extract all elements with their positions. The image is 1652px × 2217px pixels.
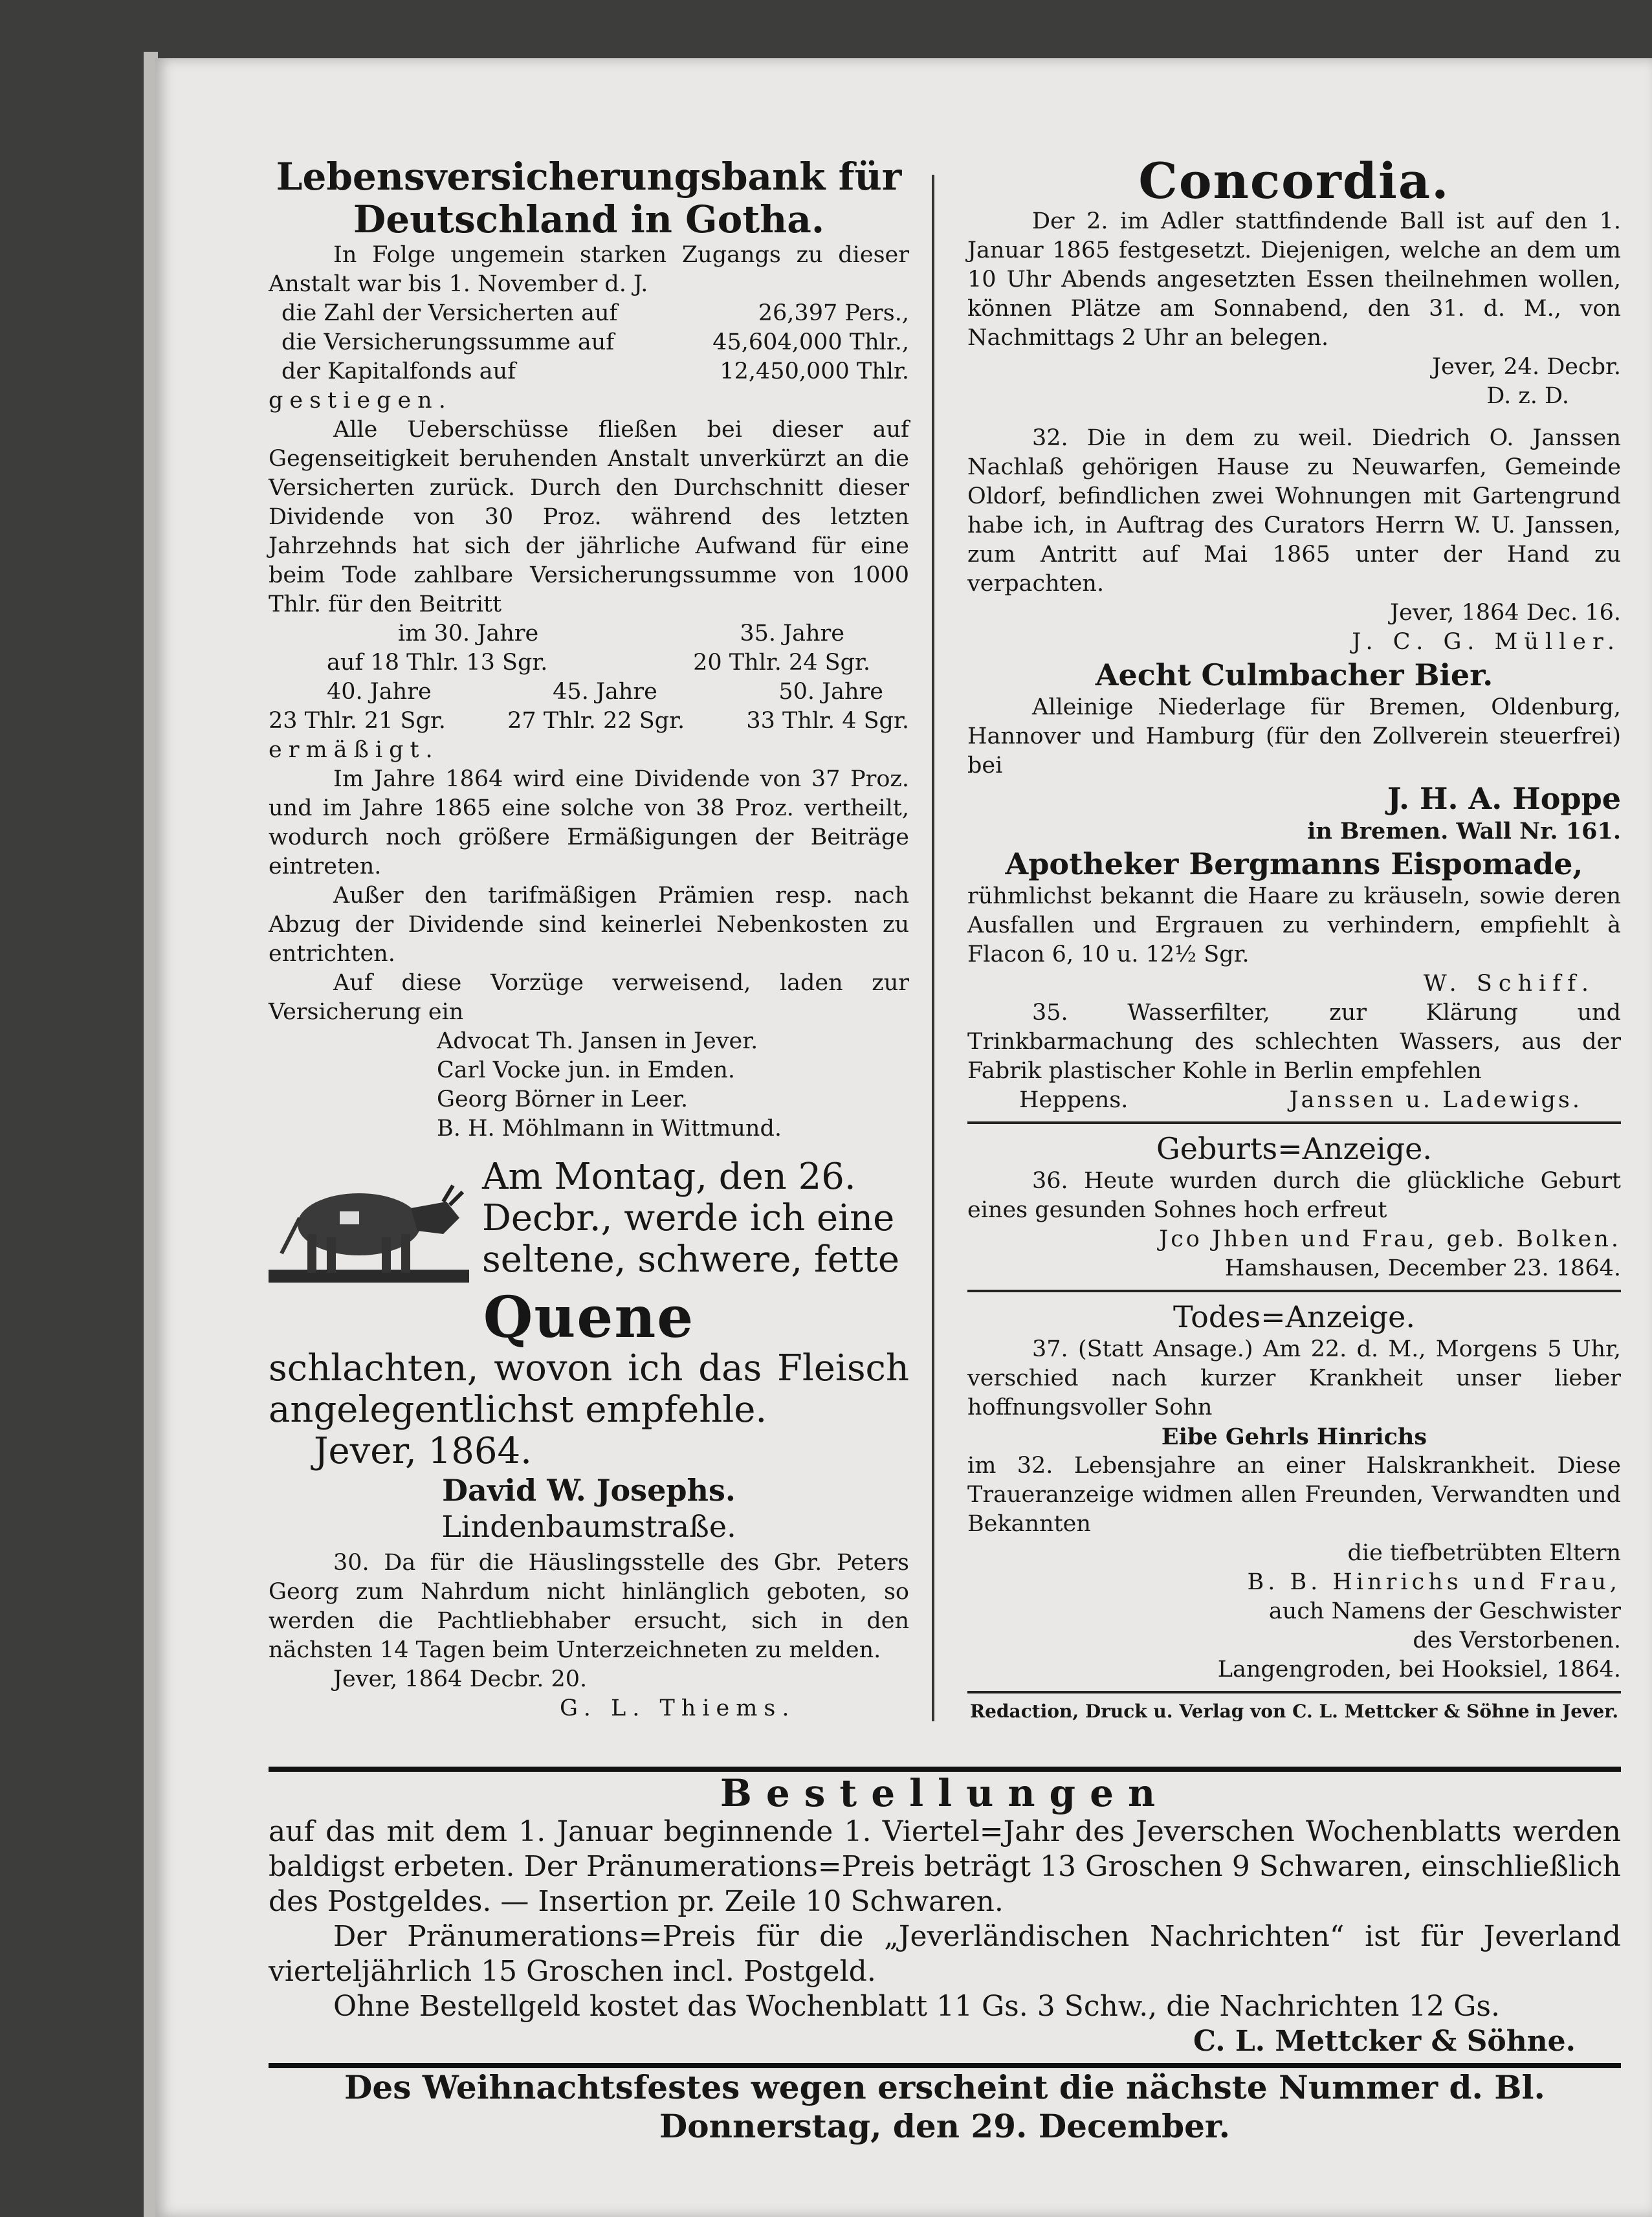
beer-address: in Bremen. Wall Nr. 161. [1307, 818, 1621, 844]
notice-32-date: Jever, 1864 Dec. 16. [1390, 600, 1621, 626]
pomade-sign: W. Schiff. [1423, 971, 1595, 997]
imprint: Redaction, Druck u. Verlag von C. L. Mettcker & Söhne in Jever. [969, 1701, 1619, 1722]
column-divider [932, 175, 934, 1721]
insurance-stat-row [269, 328, 909, 357]
insurance-agent: B. H. Möhlmann in Wittmund. [437, 1116, 782, 1142]
newspaper-page [155, 58, 1652, 2217]
notice-30-text: 30. Da für die Häuslingsstelle des Gbr. Peters Georg zum Nahrdum nicht hinlänglich geboten, so werden die Pachtliebhaber ersucht, sich in den nächsten 14 Tagen beim Unterzeichneten zu melden. [269, 1550, 909, 1663]
insurance-intro: In Folge ungemein starken Zugangs zu dieser Anstalt war bis 1. November d. J. [269, 242, 909, 297]
pomade-title: Apotheker Bergmanns Eispomade, [1005, 846, 1583, 881]
notice-35-text: 35. Wasserfilter, zur Klärung und Trinkbarmachung des schlechten Wassers, aus der Fabrik plastischer Kohle in Berlin empfehlen [967, 1000, 1621, 1084]
butcher-line-1: Am Montag, den 26. [482, 1156, 856, 1198]
death-name: Eibe Gehrls Hinrichs [1161, 1424, 1427, 1450]
footer-line-1: Des Weihnachtsfestes wegen erscheint die nächste Nummer d. Bl. [344, 2068, 1545, 2106]
right-column [967, 152, 1621, 1723]
butcher-ad [269, 1156, 909, 1545]
concordia-sign: D. z. D. [1486, 383, 1569, 409]
butcher-line-2: Decbr., werde ich eine [482, 1197, 895, 1239]
insurance-agent: Advocat Th. Jansen in Jever. [437, 1028, 758, 1054]
age-cell: 50. Jahre [778, 679, 883, 705]
subscription-text-3: Ohne Bestellgeld kostet das Wochenblatt 11 Gs. 3 Schw., die Nachrichten 12 Gs. [333, 1990, 1500, 2023]
ox-illustration [269, 1156, 469, 1286]
notice-32-sign: J. C. G. Müller. [1352, 629, 1621, 655]
insurance-ermaessigt: ermäßigt. [269, 737, 439, 763]
birth-sign: Jco Jhben und Frau, geb. Bolken. [1159, 1226, 1621, 1252]
subscription-section [269, 1767, 1621, 2146]
death-text: 37. (Statt Ansage.) Am 22. d. M., Morgens 5 Uhr, verschied nach kurzer Krankheit unser lieber hoffnungsvoller Sohn [967, 1336, 1621, 1420]
butcher-street: Lindenbaumstraße. [441, 1509, 736, 1544]
notice-30-sign: G. L. Thiems. [560, 1695, 796, 1721]
section-rule [269, 2063, 1621, 2068]
subscription-text-1: auf das mit dem 1. Januar beginnende 1. Viertel=Jahr des Jeverschen Wochenblatts werden baldigst erbeten. Der Pränumerations=Preis beträgt 13 Groschen 9 Schwaren, einschließlich des Postgeldes. — Insertion pr. Zeile 10 Schwaren. [269, 1815, 1621, 1918]
insurance-body-1: Alle Ueberschüsse fließen bei dieser auf Gegenseitigkeit beruhenden Anstalt unverkürzt an die Versicherten zurück. Durch den Durchschnitt dieser Dividende von 30 Proz. während des letzten Jahrzehnds hat sich der jährliche Aufwand für eine beim Tode zahlbare Versicherungssumme von 1000 Thlr. für den Beitritt [269, 417, 909, 617]
butcher-line-4: schlachten, wovon ich das Fleisch angelegentlichst empfehle. [269, 1347, 909, 1431]
insurance-gestiegen: gestiegen. [269, 388, 452, 414]
death-sign-4: des Verstorbenen. [1413, 1627, 1621, 1653]
insurance-stat-label: die Zahl der Versicherten auf [281, 300, 618, 326]
section-rule [967, 1290, 1621, 1292]
insurance-stat-value: 12,450,000 Thlr. [720, 358, 909, 384]
cost-cell: 27 Thlr. 22 Sgr. [507, 708, 685, 734]
insurance-body-3: Außer den tarifmäßigen Prämien resp. nach Abzug der Dividende sind keinerlei Nebenkosten zu entrichten. [269, 883, 909, 967]
concordia-title: Concordia. [1138, 152, 1450, 210]
death-title: Todes=Anzeige. [1173, 1299, 1415, 1334]
beer-text: Alleinige Niederlage für Bremen, Oldenburg, Hannover und Hamburg (für den Zollverein steuerfrei) bei [967, 694, 1621, 778]
insurance-title-2: Deutschland in Gotha. [353, 197, 825, 241]
notice-35-sign: Janssen u. Ladewigs. [1289, 1087, 1582, 1113]
concordia-text: Der 2. im Adler stattfindende Ball ist auf den 1. Januar 1865 festgesetzt. Diejenigen, welche an dem um 10 Uhr Abends angesetzten Essen theilnehmen wollen, können Plätze am Sonnabend, den 31. d. M., von Nachmittags 2 Uhr an belegen. [967, 208, 1621, 351]
death-sign-2: B. B. Hinrichs und Frau, [1247, 1569, 1621, 1595]
notice-32-text: 32. Die in dem zu weil. Diedrich O. Janssen Nachlaß gehörigen Hause zu Neuwarfen, Gemeinde Oldorf, befindlichen zwei Wohnungen mit Gartengrund habe ich, in Auftrag des Curators Herrn W. U. Janssen, zum Antritt auf Mai 1865 unter der Hand zu verpachten. [967, 425, 1621, 597]
age-row-2 [269, 678, 909, 707]
death-sign-3: auch Namens der Geschwister [1268, 1598, 1621, 1624]
age-row-1 [269, 619, 909, 648]
notice-35-place: Heppens. [1019, 1087, 1129, 1113]
left-column [269, 155, 909, 1723]
age-cell: im 30. Jahre [398, 621, 539, 646]
age-cell: 45. Jahre [553, 679, 657, 705]
beer-name: J. H. A. Hoppe [1387, 781, 1621, 816]
insurance-agent: Carl Vocke jun. in Emden. [437, 1057, 736, 1083]
insurance-stat-row [269, 357, 909, 386]
insurance-stat-label: der Kapitalfonds auf [281, 358, 516, 384]
concordia-date: Jever, 24. Decbr. [1432, 354, 1621, 380]
cost-cell: 33 Thlr. 4 Sgr. [746, 708, 909, 734]
footer-line-2: Donnerstag, den 29. December. [659, 2107, 1231, 2145]
butcher-name: David W. Josephs. [442, 1473, 736, 1508]
insurance-body-2: Im Jahre 1864 wird eine Dividende von 37 Proz. und im Jahre 1865 eine solche von 38 Proz. vertheilt, wodurch noch größere Ermäßigungen der Beiträge eintreten. [269, 766, 909, 879]
insurance-stat-row [269, 299, 909, 328]
birth-text: 36. Heute wurden durch die glückliche Geburt eines gesunden Sohnes hoch erfreut [967, 1168, 1621, 1223]
insurance-title-1: Lebensversicherungsbank für [276, 155, 902, 199]
cost-cell: 20 Thlr. 24 Sgr. [693, 650, 870, 676]
subscription-sign: C. L. Mettcker & Söhne. [1193, 2025, 1576, 2058]
section-rule [967, 1691, 1621, 1693]
beer-title: Aecht Culmbacher Bier. [1095, 657, 1493, 692]
section-rule [967, 1121, 1621, 1124]
cost-cell: 23 Thlr. 21 Sgr. [269, 708, 446, 734]
birth-title: Geburts=Anzeige. [1156, 1131, 1432, 1166]
insurance-agent: Georg Börner in Leer. [437, 1086, 688, 1112]
pomade-text: rühmlichst bekannt die Haare zu kräuseln, sowie deren Ausfallen und Ergrauen zu verhindern, empfiehlt à Flacon 6, 10 u. 12½ Sgr. [967, 883, 1621, 967]
age-cell: 35. Jahre [740, 621, 844, 646]
insurance-stat-value: 45,604,000 Thlr., [712, 329, 909, 355]
insurance-stat-label: die Versicherungssumme auf [281, 329, 615, 355]
cost-row-2 [269, 707, 909, 736]
insurance-stat-value: 26,397 Pers., [758, 300, 909, 326]
death-date: Langengroden, bei Hooksiel, 1864. [1217, 1657, 1621, 1682]
butcher-quene: Quene [483, 1283, 695, 1351]
death-sign-1: die tiefbetrübten Eltern [1347, 1540, 1621, 1566]
cost-row-1 [269, 648, 909, 678]
notice-30-date: Jever, 1864 Decbr. 20. [333, 1666, 588, 1692]
notice-35-sign-row [967, 1086, 1621, 1115]
butcher-place: Jever, 1864. [314, 1430, 532, 1472]
death-text-2: im 32. Lebensjahre an einer Halskrankheit. Diese Traueranzeige widmen allen Freunden, Verwandten und Bekannten [967, 1453, 1621, 1537]
birth-date: Hamshausen, December 23. 1864. [1224, 1255, 1621, 1281]
subscription-title: Bestellungen [720, 1771, 1170, 1815]
butcher-line-3: seltene, schwere, fette [482, 1239, 900, 1281]
subscription-text-2: Der Pränumerations=Preis für die „Jeverländischen Nachrichten“ ist für Jeverland vierteljährlich 15 Groschen incl. Postgeld. [269, 1920, 1621, 1988]
cost-cell: auf 18 Thlr. 13 Sgr. [327, 650, 548, 676]
age-cell: 40. Jahre [327, 679, 432, 705]
insurance-body-4: Auf diese Vorzüge verweisend, laden zur Versicherung ein [269, 970, 909, 1025]
